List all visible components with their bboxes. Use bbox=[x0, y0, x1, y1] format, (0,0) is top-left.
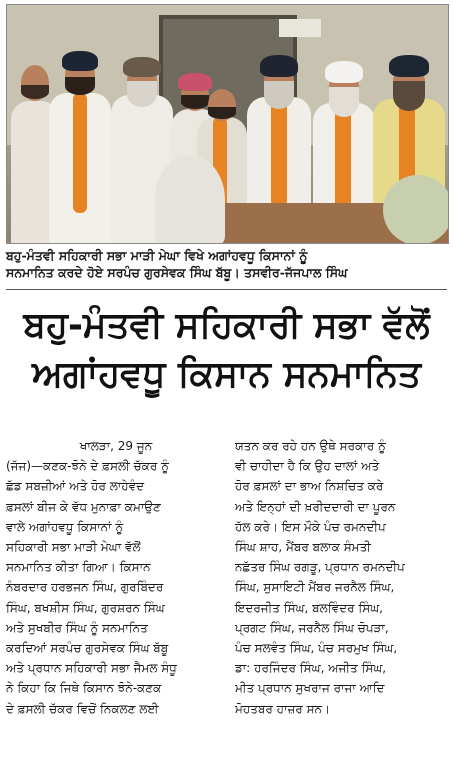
article-column-left bbox=[6, 436, 226, 719]
photo-caption: ਬਹੁ-ਮੰਤਵੀ ਸਹਿਕਾਰੀ ਸਭਾ ਮਾੜੀ ਮੇਘਾ ਵਿਖੇ ਅਗਾਂਹਵਧੂ ਕਿਸਾਨਾਂ ਨੂੰ ਸਨਮਾਨਿਤ ਕਰਦੇ ਹੋਏ ਸਰਪੰਚ ਗੁਰਸੇਵਕ ਸਿੰਘ ਬੱਬੂ। ਤਸਵੀਰ-ਜੱਜਪਾਲ ਸਿੰਘ bbox=[6, 248, 348, 280]
news-photo bbox=[6, 4, 449, 244]
headline-line-1: ਬਹੁ-ਮੰਤਵੀ ਸਹਿਕਾਰੀ ਸਭਾ ਵੱਲੋਂ bbox=[23, 305, 430, 346]
article-left-text: (ਜੱਜ)—ਕਣਕ-ਝੋਨੇ ਦੇ ਫ਼ਸਲੀ ਚੱਕਰ ਨੂੰ ਛੱਡ ਸਬਜ਼ੀਆਂ ਅਤੇ ਹੋਰ ਲਾਹੇਵੰਦ ਫ਼ਸਲਾਂ ਬੀਜ ਕੇ ਵੱਧ ਮੁਨਾਫ਼ਾ ਕਮਾਉਣ ਵਾਲੇ ਅਗਾਂਹਵਧੂ ਕਿਸਾਨਾਂ ਨੂੰ ਸਹਿਕਾਰੀ ਸਭਾ ਮਾੜੀ ਮੇਘਾ ਵੱਲੋਂ ਸਨਮਾਨਿਤ ਕੀਤਾ ਗਿਆ। ਕਿਸਾਨ ਨੰਬਰਦਾਰ ਹਰਭਜਨ ਸਿੰਘ, ਗੁਰਬਿੰਦਰ ਸਿੰਘ, ਬਖਸ਼ੀਸ ਸਿੰਘ, ਗੁਰਸ਼ਰਨ ਸਿੰਘ ਅਤੇ ਸੁਖਬੀਰ ਸਿੰਘ ਨੂੰ ਸਨਮਾਨਿਤ ਕਰਦਿਆਂ ਸਰਪੰਚ ਗੁਰਸੇਵਕ ਸਿੰਘ ਬੱਬੂ ਅਤੇ ਪ੍ਰਧਾਨ ਸਹਿਕਾਰੀ ਸਭਾ ਜੈਮਲ ਸੰਧੂ ਨੇ ਕਿਹਾ ਕਿ ਜਿਥੇ ਕਿਸਾਨ ਝੋਨੇ-ਕਣਕ ਦੇ ਫ਼ਸਲੀ ਚੱਕਰ ਵਿਚੋਂ ਨਿਕਲਣ ਲਈ bbox=[6, 459, 177, 716]
headline-line-2: ਅਗਾਂਹਵਧੂ ਕਿਸਾਨ ਸਨਮਾਨਿਤ bbox=[31, 354, 422, 395]
photo-sign bbox=[279, 19, 321, 37]
photo-foreground-turban bbox=[155, 155, 225, 244]
photo-foreground-head bbox=[383, 175, 449, 244]
article-right-text: ਯਤਨ ਕਰ ਰਹੇ ਹਨ ਉਥੇ ਸਰਕਾਰ ਨੂੰ ਵੀ ਚਾਹੀਦਾ ਹੈ ਕਿ ਉਹ ਦਾਲਾਂ ਅਤੇ ਹੋਰ ਫ਼ਸਲਾਂ ਦਾ ਭਾਅ ਨਿਸ਼ਚਿਤ ਕਰੇ ਅਤੇ ਇਨ੍ਹਾਂ ਦੀ ਖ਼ਰੀਦਦਾਰੀ ਦਾ ਪੂਰਨ ਹੱਲ ਕਰੇ। ਇਸ ਮੌਕੇ ਪੰਚ ਰਮਨਦੀਪ ਸਿੰਘ ਸ਼ਾਹ, ਮੈਂਬਰ ਬਲਾਕ ਸੰਮਤੀ ਨਛੱਤਰ ਸਿੰਘ ਰਗੜੂ, ਪ੍ਰਧਾਨ ਰਮਨਦੀਪ ਸਿੰਘ, ਸੁਸਾਇਟੀ ਮੈਂਬਰ ਜਰਨੈਲ ਸਿੰਘ, ਇਦਰਜੀਤ ਸਿੰਘ, ਬਲਵਿੰਦਰ ਸਿੰਘ, ਪ੍ਰਗਟ ਸਿੰਘ, ਜਰਨੈਲ ਸਿੰਘ ਚੋਪੜਾ, ਪੰਚ ਸਲਵੰਤ ਸਿੰਘ, ਪੰਚ ਸਰਮੁਖ ਸਿੰਘ, ਡਾ: ਹਰਜਿੰਦਰ ਸਿੰਘ, ਅਜੀਤ ਸਿੰਘ, ਮੀਤ ਪ੍ਰਧਾਨ ਸੁਖਰਾਜ ਰਾਜਾ ਆਦਿ ਮੋਹਤਬਰ ਹਾਜ਼ਰ ਸਨ। bbox=[235, 439, 405, 716]
article-column-right bbox=[235, 436, 453, 719]
article-dateline: ਖਾਲੜਾ, 29 ਜੂਨ bbox=[79, 439, 153, 453]
photo-person bbox=[45, 31, 115, 243]
caption-divider bbox=[6, 289, 447, 290]
